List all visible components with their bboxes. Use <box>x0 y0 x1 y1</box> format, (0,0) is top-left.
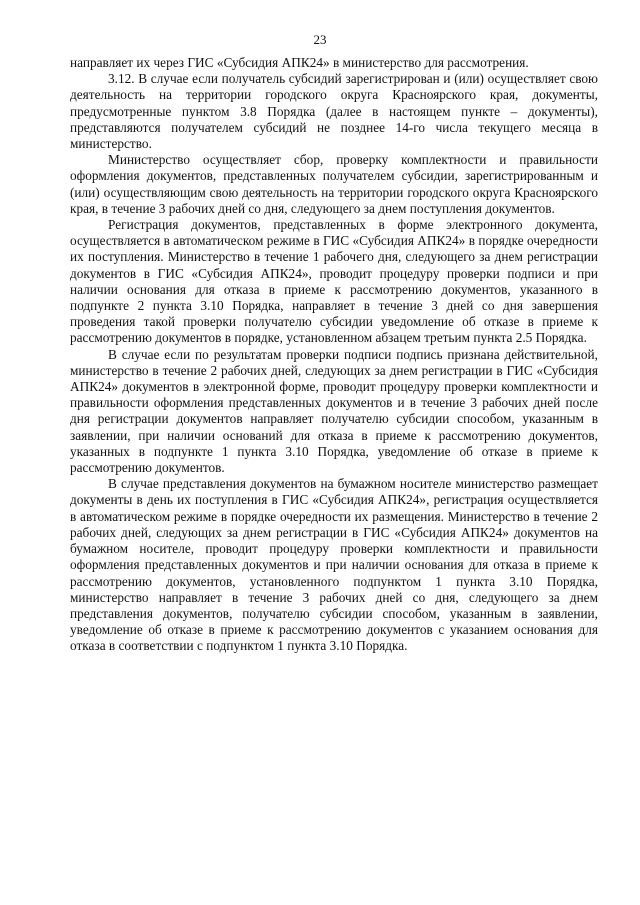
paragraph-ministry-collection: Министерство осуществляет сбор, проверку комплектности и правильности оформления документов, представленных получателем субсидии, зарегистрированным и (или) осуществляющим свою деятельность на территории городского округа Красноярского края, в течение 3 рабочих дней со дня, следующего за днем поступления документов. <box>70 152 598 216</box>
paragraph-3-12: 3.12. В случае если получатель субсидий зарегистрирован и (или) осуществляет свою деятельность на территории городского округа Красноярского края, документы, предусмотренные пунктом 3.8 Порядка (далее в настоящем пункте – документы), представляются получателем субсидий не позднее 14-го числа текущего месяца в министерство. <box>70 71 598 152</box>
paragraph-paper-documents: В случае представления документов на бумажном носителе министерство размещает документы в день их поступления в ГИС «Субсидия АПК24», регистрация осуществляется в автоматическом режиме в порядке очередности их размещения. Министерство в течение 2 рабочих дней, следующих за днем регистрации в ГИС «Субсидия АПК24» документов на бумажном носителе, проводит процедуру проверки комплектности и правильности оформления представленных документов и при наличии основания для отказа в приеме к рассмотрению документов, установленного подпунктом 1 пункта 3.10 Порядка, министерство направляет в течение 3 рабочих дней со дня, следующего за днем представления документов, получателю субсидии способом, указанным в заявлении, уведомление об отказе в приеме к рассмотрению документов с указанием основания для отказа в соответствии с подпунктом 1 пункта 3.10 Порядка. <box>70 476 598 654</box>
paragraph-signature-valid: В случае если по результатам проверки подписи подпись признана действительной, министерство в течение 2 рабочих дней, следующих за днем регистрации в ГИС «Субсидия АПК24» документов в электронной форме, проводит процедуру проверки комплектности и правильности оформления представленных документов и в течение 3 рабочих дней после дня регистрации документов направляет получателю субсидии способом, указанным в заявлении, при наличии оснований для отказа в приеме к рассмотрению документов, указанных в подпункте 1 пункта 3.10 Порядка, уведомление об отказе в приеме к рассмотрению документов. <box>70 346 598 476</box>
paragraph-electronic-registration: Регистрация документов, представленных в форме электронного документа, осуществляется в автоматическом режиме в ГИС «Субсидия АПК24» в порядке очередности их поступления. Министерство в течение 1 рабочего дня, следующего за днем регистрации документов в ГИС «Субсидия АПК24», проводит процедуру проверки подписи и при наличии основания для отказа в приеме к рассмотрению документов, указанного в подпункте 2 пункта 3.10 Порядка, направляет в течение 3 дней со дня завершения проведения такой проверки получателю субсидии уведомление об отказе в приеме к рассмотрению документов в порядке, установленном абзацем третьим пункта 2.5 Порядка. <box>70 217 598 346</box>
paragraph-continuation: направляет их через ГИС «Субсидия АПК24» в министерство для рассмотрения. <box>70 55 529 70</box>
document-body <box>70 55 598 655</box>
page-number: 23 <box>313 32 327 47</box>
